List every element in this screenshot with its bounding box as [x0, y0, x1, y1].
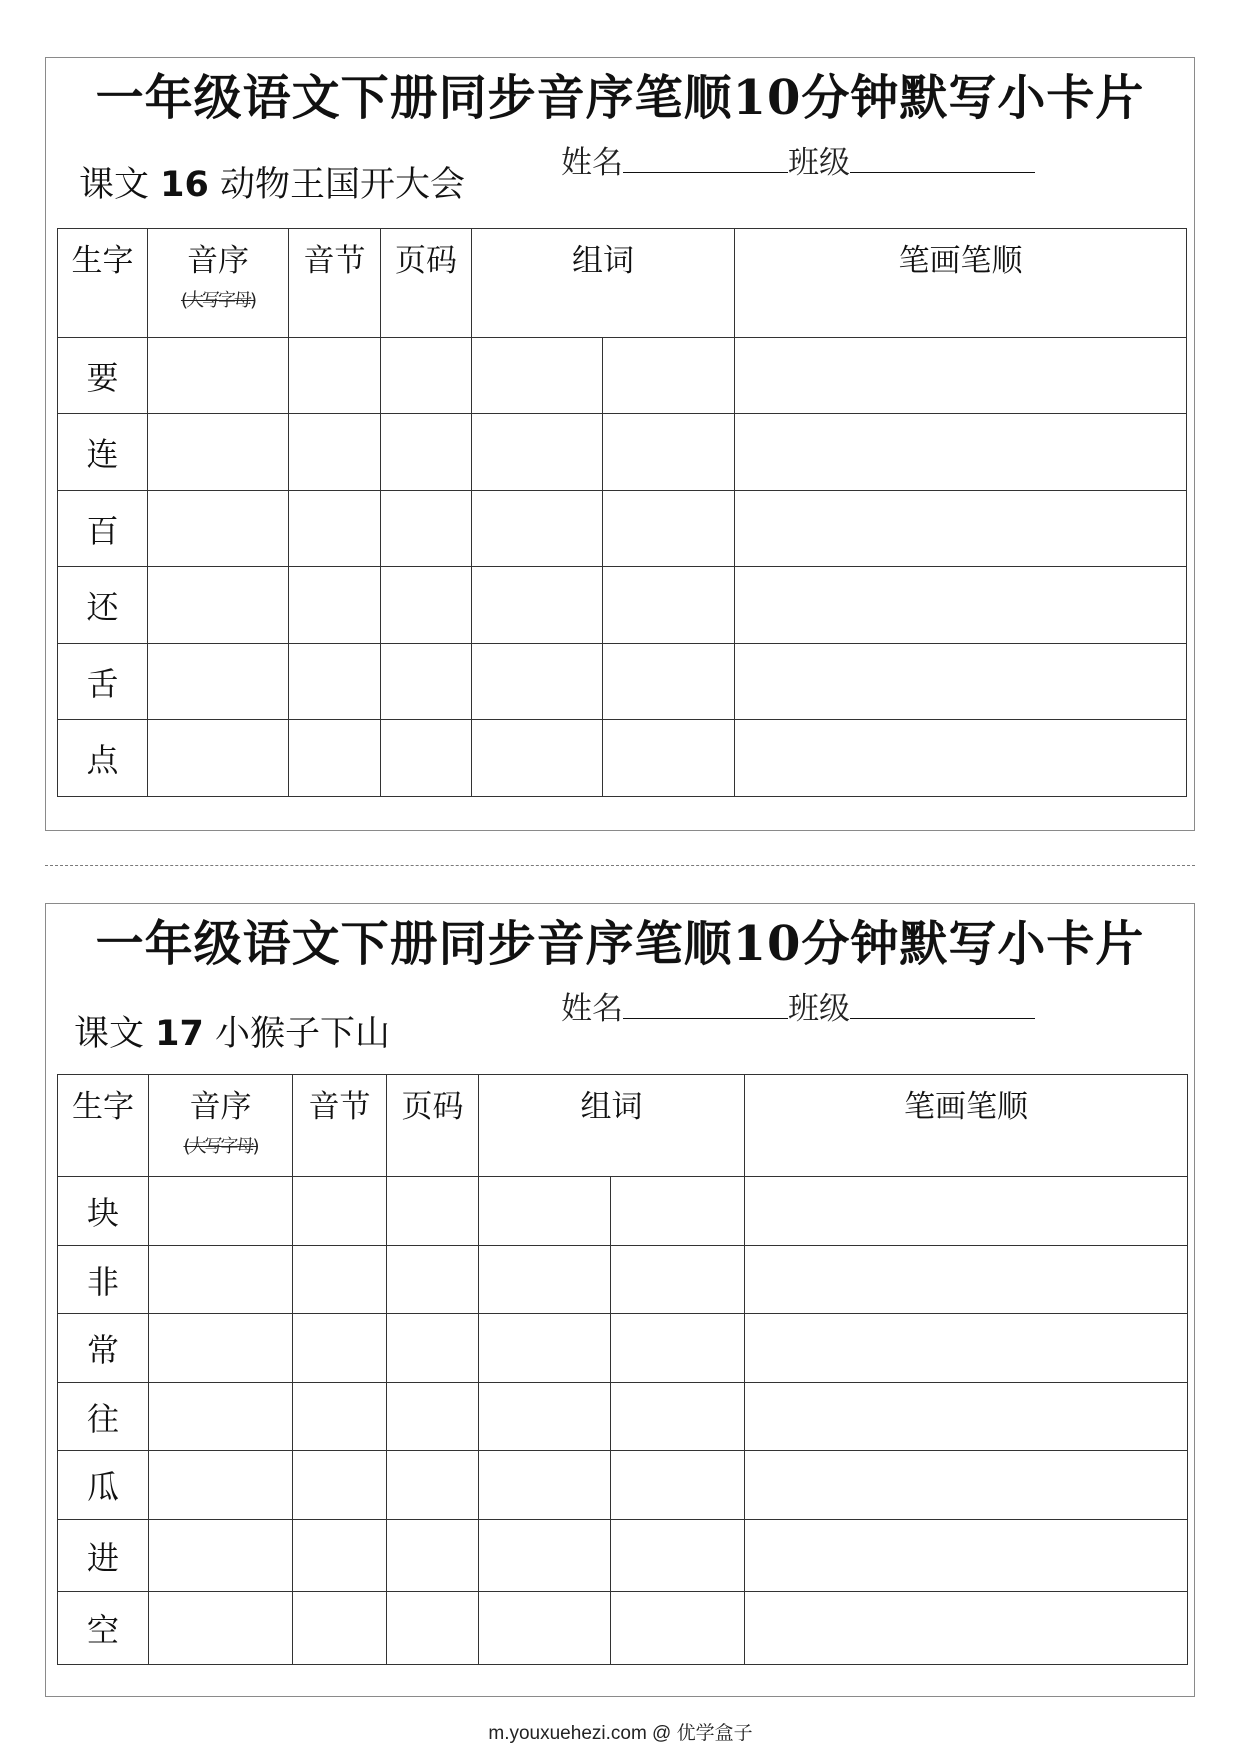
table-header-row [58, 1075, 1188, 1177]
table-header-row [58, 229, 1187, 338]
word-cell-2[interactable] [603, 567, 735, 644]
word-cell-1[interactable] [479, 1520, 611, 1592]
table-row [58, 1520, 1188, 1592]
lesson-prefix: 课文 [79, 165, 150, 205]
name-blank[interactable] [623, 172, 788, 173]
order-cell[interactable] [148, 338, 289, 414]
syllable-cell[interactable] [289, 491, 381, 567]
word-cell-1[interactable] [472, 720, 603, 797]
page-cell[interactable] [387, 1177, 479, 1246]
char-cell: 舌 [58, 644, 148, 720]
lesson-prefix: 课文 [74, 1014, 145, 1054]
header-page: 页码 [387, 1075, 479, 1177]
name-class-field [561, 145, 1035, 181]
table-row [58, 491, 1187, 567]
order-cell[interactable] [148, 720, 289, 797]
table-row [58, 1314, 1188, 1383]
page-cell[interactable] [387, 1451, 479, 1520]
char-cell: 点 [58, 720, 148, 797]
word-cell-2[interactable] [603, 720, 735, 797]
syllable-cell[interactable] [293, 1383, 387, 1451]
header-page: 页码 [381, 229, 472, 338]
table-row [58, 644, 1187, 720]
page-cell[interactable] [381, 567, 472, 644]
strokes-cell[interactable] [745, 1314, 1188, 1383]
page-cell[interactable] [387, 1314, 479, 1383]
card-title: 一年级语文下册同步音序笔顺10分钟默写小卡片 [95, 916, 1145, 972]
syllable-cell[interactable] [289, 720, 381, 797]
page-cell[interactable] [387, 1383, 479, 1451]
page-cell[interactable] [381, 414, 472, 491]
syllable-cell[interactable] [293, 1246, 387, 1314]
word-cell-1[interactable] [479, 1177, 611, 1246]
word-cell-2[interactable] [611, 1592, 745, 1665]
header-char: 生字 [58, 1075, 149, 1177]
header-syllable: 音节 [293, 1075, 387, 1177]
order-cell[interactable] [148, 414, 289, 491]
syllable-cell[interactable] [289, 414, 381, 491]
char-cell: 瓜 [58, 1451, 149, 1520]
strokes-cell[interactable] [735, 720, 1187, 797]
strokes-cell[interactable] [735, 567, 1187, 644]
syllable-cell[interactable] [293, 1520, 387, 1592]
strokes-cell[interactable] [745, 1592, 1188, 1665]
strokes-cell[interactable] [745, 1383, 1188, 1451]
header-order-label: 音序 [189, 1089, 252, 1125]
word-cell-1[interactable] [479, 1314, 611, 1383]
dictation-table [57, 1074, 1188, 1665]
order-cell[interactable] [148, 644, 289, 720]
word-cell-1[interactable] [479, 1383, 611, 1451]
char-cell: 空 [58, 1592, 149, 1665]
dictation-table [57, 228, 1187, 797]
word-cell-1[interactable] [472, 567, 603, 644]
char-cell: 常 [58, 1314, 149, 1383]
lesson-number: 17 [155, 1014, 204, 1054]
header-strokes: 笔画笔顺 [745, 1075, 1188, 1177]
page-cell[interactable] [387, 1520, 479, 1592]
syllable-cell[interactable] [289, 338, 381, 414]
header-order [148, 229, 289, 338]
cut-line [45, 865, 1195, 866]
char-cell: 往 [58, 1383, 149, 1451]
word-cell-1[interactable] [479, 1592, 611, 1665]
word-cell-1[interactable] [479, 1451, 611, 1520]
header-char: 生字 [58, 229, 148, 338]
name-class-field [561, 991, 1035, 1027]
header-order-note: (大写字母) [180, 290, 256, 312]
table-row [58, 567, 1187, 644]
order-cell[interactable] [149, 1451, 293, 1520]
name-blank[interactable] [623, 1018, 788, 1019]
order-cell[interactable] [148, 491, 289, 567]
footer-credit[interactable]: m.youxuehezi.com @ 优学盒子 [488, 1723, 753, 1744]
lesson-title: 小猴子下山 [215, 1014, 391, 1054]
order-cell[interactable] [149, 1383, 293, 1451]
page-cell[interactable] [381, 491, 472, 567]
syllable-cell[interactable] [289, 567, 381, 644]
table-row [58, 414, 1187, 491]
strokes-cell[interactable] [745, 1246, 1188, 1314]
name-label: 姓名 [561, 991, 623, 1027]
syllable-cell[interactable] [293, 1314, 387, 1383]
lesson-heading [79, 165, 466, 205]
class-label: 班级 [788, 145, 850, 181]
syllable-cell[interactable] [293, 1451, 387, 1520]
char-cell: 块 [58, 1177, 149, 1246]
table-row [58, 720, 1187, 797]
word-cell-1[interactable] [472, 414, 603, 491]
strokes-cell[interactable] [745, 1177, 1188, 1246]
word-cell-2[interactable] [611, 1383, 745, 1451]
strokes-cell[interactable] [735, 644, 1187, 720]
word-cell-2[interactable] [603, 644, 735, 720]
page-cell[interactable] [387, 1246, 479, 1314]
table-row [58, 1177, 1188, 1246]
order-cell[interactable] [149, 1520, 293, 1592]
table-row [58, 1592, 1188, 1665]
char-cell: 百 [58, 491, 148, 567]
header-syllable: 音节 [289, 229, 381, 338]
header-strokes: 笔画笔顺 [735, 229, 1187, 338]
table-row [58, 338, 1187, 414]
page-cell[interactable] [381, 720, 472, 797]
page-cell[interactable] [387, 1592, 479, 1665]
word-cell-2[interactable] [611, 1177, 745, 1246]
lesson-number: 16 [160, 165, 209, 205]
table-row [58, 1451, 1188, 1520]
char-cell: 还 [58, 567, 148, 644]
strokes-cell[interactable] [735, 414, 1187, 491]
class-blank[interactable] [850, 172, 1035, 173]
card-title: 一年级语文下册同步音序笔顺10分钟默写小卡片 [95, 70, 1145, 126]
class-label: 班级 [788, 991, 850, 1027]
dictation-card-1 [45, 57, 1195, 831]
page-cell[interactable] [381, 338, 472, 414]
word-cell-2[interactable] [603, 414, 735, 491]
header-order-label: 音序 [187, 243, 249, 279]
char-cell: 进 [58, 1520, 149, 1592]
word-cell-1[interactable] [472, 338, 603, 414]
word-cell-2[interactable] [611, 1451, 745, 1520]
order-cell[interactable] [149, 1314, 293, 1383]
lesson-heading [74, 1014, 391, 1054]
name-label: 姓名 [561, 145, 623, 181]
char-cell: 非 [58, 1246, 149, 1314]
char-cell: 连 [58, 414, 148, 491]
word-cell-2[interactable] [603, 491, 735, 567]
word-cell-1[interactable] [472, 491, 603, 567]
word-cell-1[interactable] [479, 1246, 611, 1314]
header-words: 组词 [472, 229, 735, 338]
syllable-cell[interactable] [289, 644, 381, 720]
header-words: 组词 [479, 1075, 745, 1177]
syllable-cell[interactable] [293, 1177, 387, 1246]
strokes-cell[interactable] [745, 1451, 1188, 1520]
char-cell: 要 [58, 338, 148, 414]
strokes-cell[interactable] [745, 1520, 1188, 1592]
word-cell-2[interactable] [611, 1246, 745, 1314]
word-cell-1[interactable] [472, 644, 603, 720]
lesson-title: 动物王国开大会 [220, 165, 466, 205]
strokes-cell[interactable] [735, 491, 1187, 567]
class-blank[interactable] [850, 1018, 1035, 1019]
order-cell[interactable] [149, 1246, 293, 1314]
header-order-note: (大写字母) [183, 1136, 258, 1158]
order-cell[interactable] [148, 567, 289, 644]
dictation-card-2 [45, 903, 1195, 1697]
table-row [58, 1383, 1188, 1451]
word-cell-2[interactable] [611, 1520, 745, 1592]
strokes-cell[interactable] [735, 338, 1187, 414]
order-cell[interactable] [149, 1177, 293, 1246]
table-row [58, 1246, 1188, 1314]
word-cell-2[interactable] [603, 338, 735, 414]
header-order [149, 1075, 293, 1177]
order-cell[interactable] [149, 1592, 293, 1665]
page-cell[interactable] [381, 644, 472, 720]
word-cell-2[interactable] [611, 1314, 745, 1383]
syllable-cell[interactable] [293, 1592, 387, 1665]
